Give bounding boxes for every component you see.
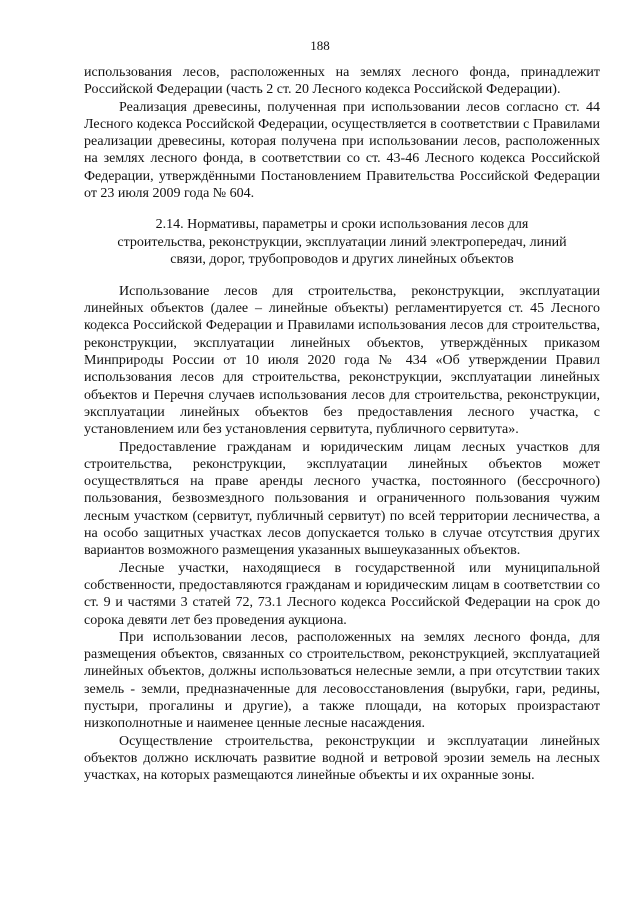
paragraph-provision: Предоставление гражданам и юридическим лицам лесных участков для строительства, реконструкции, эксплуатации линейных объектов может осуществляться на праве аренды лесного участка, постоянного (бессрочного) пользования, безвозмездного пользования и ограниченного пользования чужим лесным участком (сервитут, публичный сервитут) по всей территории лесничества, а на особо защитных участках лесов допускается только в случае отсутствия других вариантов возможного размещения указанных вышеуказанных объектов. [84,439,600,559]
section-heading [84,216,600,269]
page-content [84,64,600,784]
paragraph-ownership: Лесные участки, находящиеся в государственной или муниципальной собственности, предоставляются гражданам и юридическим лицам в соответствии со ст. 9 и частями 3 статей 72, 73.1 Лесного кодекса Российской Федерации на срок до сорока девяти лет без проведения аукциона. [84,560,600,628]
paragraph-continuation: использования лесов, расположенных на землях лесного фонда, принадлежит Российской Федерации (часть 2 ст. 20 Лесного кодекса Российской Федерации). [84,65,600,98]
section-heading-line: связи, дорог, трубопроводов и других линейных объектов [170,252,514,268]
paragraph-land-use: При использовании лесов, расположенных на землях лесного фонда, для размещения объектов, связанных со строительством, реконструкцией, эксплуатацией линейных объектов, должны использоваться нелесные земли, а при отсутствии таких земель - земли, предназначенные для лесовосстановления (вырубки, гари, редины, пустыри, прогалины и другие), а также площади, на которых произрастают низкополнотные и наименее ценные лесные насаждения. [84,629,600,732]
paragraph-erosion: Осуществление строительства, реконструкции и эксплуатации линейных объектов должно исключать развитие водной и ветровой эрозии земель на лесных участках, на которых размещаются линейные объекты и их охранные зоны. [84,733,600,784]
section-heading-line: строительства, реконструкции, эксплуатации линий электропередач, линий [117,234,567,250]
section-heading-line: 2.14. Нормативы, параметры и сроки использования лесов для [155,217,529,233]
paragraph-timber-sale: Реализация древесины, полученная при использовании лесов согласно ст. 44 Лесного кодекса Российской Федерации, осуществляется в соответствии с Правилами реализации древесины, которая получена при использовании лесов, расположенных на землях лесного фонда, в соответствии со ст. 43-46 Лесного кодекса Российской Федерации, утверждёнными Постановлением Правительства Российской Федерации от 23 июля 2009 года № 604. [84,99,600,202]
paragraph-regulation: Использование лесов для строительства, реконструкции, эксплуатации линейных объектов (далее – линейные объекты) регламентируется ст. 45 Лесного кодекса Российской Федерации и Правилами использования лесов для строительства, реконструкции, эксплуатации линейных объектов, утверждённых приказом Минприроды России от 10 июля 2020 года № 434 «Об утверждении Правил использования лесов для строительства, реконструкции, эксплуатации линейных объектов и Перечня случаев использования лесов для строительства, реконструкции, эксплуатации линейных объектов без предоставления лесного участка, с установлением или без установления сервитута, публичного сервитута». [84,283,600,438]
page-number: 188 [310,38,330,53]
